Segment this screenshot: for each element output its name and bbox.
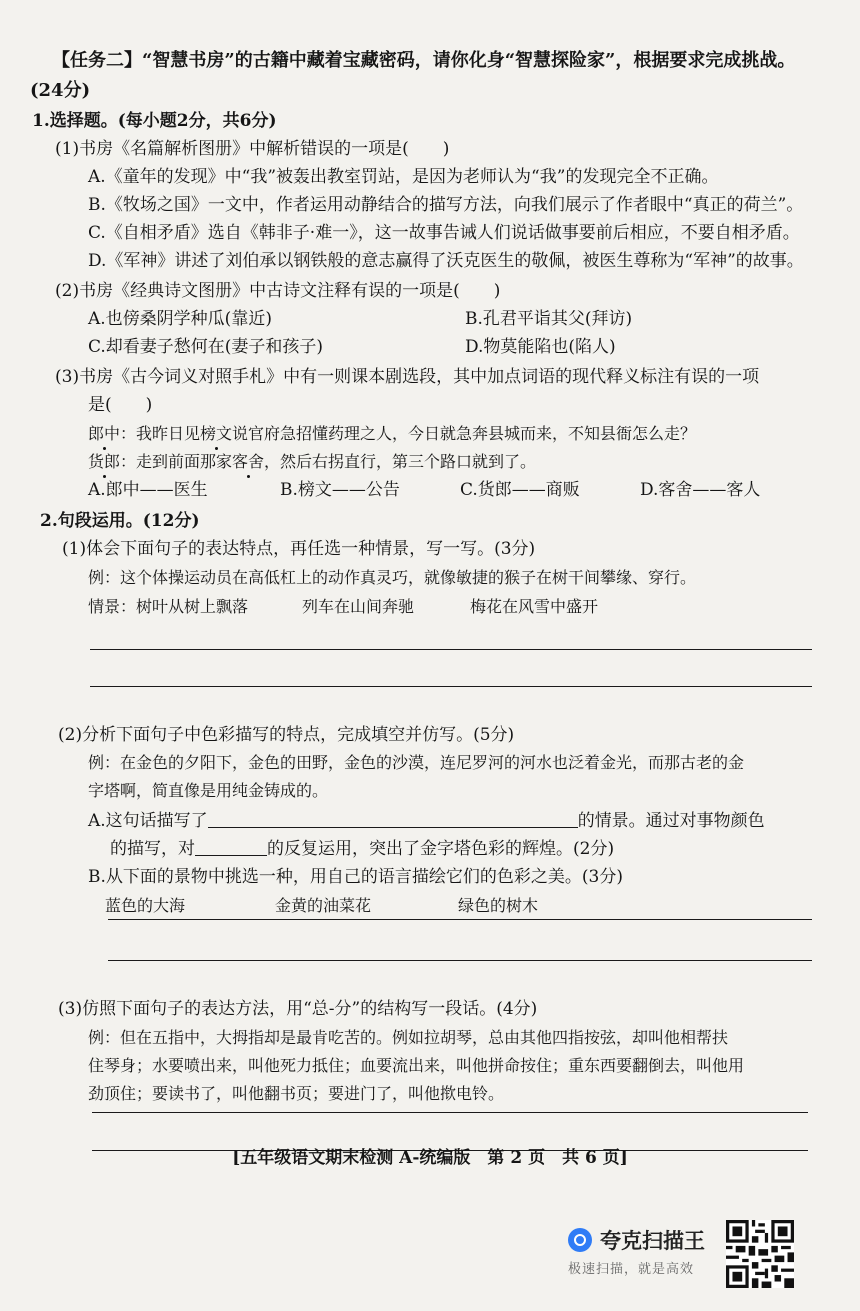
q2-2-a-line-2: 的描写，对 的反复运用，突出了金字塔色彩的辉煌。(2分) xyxy=(110,839,615,859)
answer-line[interactable] xyxy=(90,686,812,687)
answer-line[interactable] xyxy=(108,960,812,961)
q2-3-example-line-3: 劲顶住；要读书了，叫他翻书页；要进门了，叫他揿电铃。 xyxy=(88,1084,505,1103)
q1-2-option-b: B.孔君平诣其父(拜访) xyxy=(465,309,633,329)
q1-3-stem-cont: 是( ) xyxy=(88,395,153,415)
q2-2-example-line-2: 字塔啊，简直像是用纯金铸成的。 xyxy=(88,781,329,800)
q1-1-option-b: B.《牧场之国》一文中，作者运用动静结合的描写方法，向我们展示了作者眼中“真正的荷兰”。 xyxy=(88,195,804,215)
q1-3-option-b: B.榜文——公告 xyxy=(280,480,400,500)
fill-blank[interactable] xyxy=(208,811,578,828)
q2-2-b-stem: B.从下面的景物中挑选一种，用自己的语言描绘它们的色彩之美。(3分) xyxy=(88,867,623,887)
answer-line[interactable] xyxy=(108,919,812,920)
q2-2-stem: (2)分析下面句子中色彩描写的特点，完成填空并仿写。(5分) xyxy=(58,725,515,745)
scanner-brand-name: 夸克扫描王 xyxy=(600,1229,705,1253)
q1-2-option-d: D.物莫能陷也(陷人) xyxy=(465,337,616,357)
q1-3-option-c: C.货郎——商贩 xyxy=(460,480,580,500)
q1-3-dialog-2: 货郎：走到前面那家客舍，然后右拐直行，第三个路口就到了。 xyxy=(88,452,537,471)
q1-1-option-c: C.《自相矛盾》选自《韩非子·难一》，这一故事告诫人们说话做事要前后相应，不要自相矛盾。 xyxy=(88,223,800,243)
page-footer: [五年级语文期末检测 A-统编版 第 2 页 共 6 页] xyxy=(232,1148,628,1168)
fill-blank[interactable] xyxy=(195,839,267,856)
q1-1-option-a: A.《童年的发现》中“我”被轰出教室罚站，是因为老师认为“我”的发现完全不正确。 xyxy=(88,167,719,187)
q2-3-stem: (3)仿照下面句子的表达方法，用“总-分”的结构写一段话。(4分) xyxy=(58,999,538,1019)
q2-1-scene-1: 情景：树叶从树上飘落 xyxy=(88,597,249,616)
q1-1-stem: (1)书房《名篇解析图册》中解析错误的一项是( ) xyxy=(55,139,450,159)
q2-1-scene-3: 梅花在风雪中盛开 xyxy=(470,597,599,616)
q2-2-example-line-1: 例：在金色的夕阳下，金色的田野，金色的沙漠，连尼罗河的河水也泛着金光，而那古老的金 xyxy=(88,753,745,772)
task-header: 【任务二】“智慧书房”的古籍中藏着宝藏密码，请你化身“智慧探险家”，根据要求完成挑战。 xyxy=(52,50,796,71)
q2-2-option-rapeseed: 金黄的油菜花 xyxy=(275,896,372,915)
q1-3-option-a: A.郎中——医生 xyxy=(88,480,208,500)
q1-3-dialog-1: 郎中：我昨日见榜文说官府急招懂药理之人，今日就急奔县城而来，不知县衙怎么走？ xyxy=(88,424,697,443)
q2-2-option-sea: 蓝色的大海 xyxy=(105,896,186,915)
dotted-word: 货郎 xyxy=(88,452,121,471)
q1-2-option-a: A.也傍桑阴学种瓜(靠近) xyxy=(88,309,272,329)
q1-title: 1.选择题。(每小题2分，共6分) xyxy=(32,111,277,131)
q2-3-example-line-1: 例：但在五指中，大拇指却是最肯吃苦的。例如拉胡琴，总由其他四指按弦，却叫他相帮扶 xyxy=(88,1028,729,1047)
q2-2-option-trees: 绿色的树木 xyxy=(458,896,539,915)
q2-1-scene-2: 列车在山间奔驰 xyxy=(302,597,415,616)
q2-1-example: 例：这个体操运动员在高低杠上的动作真灵巧，就像敏捷的猴子在树干间攀缘、穿行。 xyxy=(88,568,697,587)
q1-2-option-c: C.却看妻子愁何在(妻子和孩子) xyxy=(88,337,324,357)
dotted-word: 客舍 xyxy=(232,452,265,471)
q2-title: 2.句段运用。(12分) xyxy=(40,511,200,531)
q1-2-stem: (2)书房《经典诗文图册》中古诗文注释有误的一项是( ) xyxy=(55,281,501,301)
q2-2-a-line-1: A.这句话描写了 的情景。通过对事物颜色 xyxy=(88,811,765,831)
dotted-word: 郎中 xyxy=(88,424,121,443)
q1-3-option-d: D.客舍——客人 xyxy=(640,480,761,500)
task-points: (24分) xyxy=(30,80,91,101)
q2-3-example-line-2: 住琴身；水要喷出来，叫他死力抵住；血要流出来，叫他拼命按住；重东西要翻倒去，叫他用 xyxy=(88,1056,745,1075)
dotted-word: 榜文 xyxy=(200,424,233,443)
answer-line[interactable] xyxy=(90,649,812,650)
q1-3-stem: (3)书房《古今词义对照手札》中有一则课本剧选段，其中加点词语的现代释义标注有误的一项 xyxy=(55,367,760,387)
q1-1-option-d: D.《军神》讲述了刘伯承以钢铁般的意志赢得了沃克医生的敬佩，被医生尊称为“军神”的故事。 xyxy=(88,251,804,271)
qr-code-icon xyxy=(726,1220,794,1288)
answer-line[interactable] xyxy=(92,1112,808,1113)
scanner-logo-icon xyxy=(568,1228,592,1252)
scanner-slogan: 极速扫描，就是高效 xyxy=(568,1262,695,1277)
q2-1-stem: (1)体会下面句子的表达特点，再任选一种情景，写一写。(3分) xyxy=(62,539,536,559)
